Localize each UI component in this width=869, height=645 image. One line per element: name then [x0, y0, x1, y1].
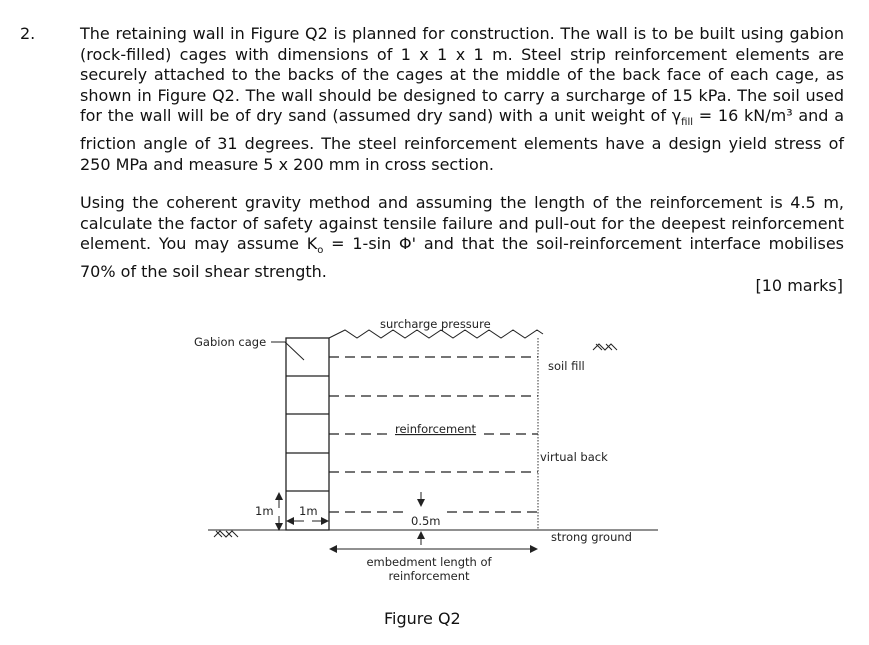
marks-label: [10 marks]	[755, 276, 843, 295]
figure-caption: Figure Q2	[384, 609, 461, 628]
soil-fill-label: soil fill	[548, 359, 585, 373]
question-number: 2.	[20, 24, 36, 43]
left-ground	[208, 530, 286, 537]
p2-text-a: Using the coherent gravity method and assuming the length of the reinforcement is 4.5 m, calculate the factor of safety against tensile failure and pull-out for the deepest reinforcement element. You may assume K	[80, 193, 844, 254]
p2-text-b: = 1-sin Φ' and that the soil-reinforcement interface mobilises 70% of the soil shear strength.	[80, 234, 844, 281]
question-paragraph-2	[80, 193, 844, 283]
embedment-label-line2: reinforcement	[388, 569, 470, 583]
width-dim-label: 1m	[299, 504, 318, 518]
gabion-cage-leader	[271, 342, 304, 360]
p2-subscript: o	[317, 245, 324, 257]
reinforcement-label: reinforcement	[395, 422, 477, 436]
spacing-label: 0.5m	[411, 514, 441, 528]
p1-subscript: fill	[681, 117, 694, 129]
gabion-cages	[286, 338, 329, 530]
gabion-cage-label: Gabion cage	[194, 335, 267, 349]
p1-text-a: The retaining wall in Figure Q2 is planned for construction. The wall is to be built using gabion (rock-filled) cages with dimensions of 1 x 1 x 1 m. Steel strip reinforcement elements are securely attached to the backs of the cages at the middle of the back face of each cage, as shown in Figure Q2. The wall should be designed to carry a surcharge of 15 kPa. The soil used for the wall will be of dry sand (assumed dry sand) with a unit weight of γ	[80, 24, 844, 126]
virtual-back-label: virtual back	[540, 450, 608, 464]
height-dim-label: 1m	[255, 504, 274, 518]
question-paragraph-1	[80, 24, 844, 175]
p1-text-b: = 16 kN/m³ and a friction angle of 31 degrees. The steel reinforcement elements have a design yield stress of 250 MPa and measure 5 x 200 mm in cross section.	[80, 106, 844, 174]
embedment-label-line1: embedment length of	[366, 555, 492, 569]
surcharge-label: surcharge pressure	[380, 317, 491, 331]
strong-ground-label: strong ground	[551, 530, 632, 544]
surcharge-line	[329, 330, 543, 338]
soil-fill-hatch	[593, 344, 617, 350]
figure-q2-diagram	[0, 300, 869, 645]
